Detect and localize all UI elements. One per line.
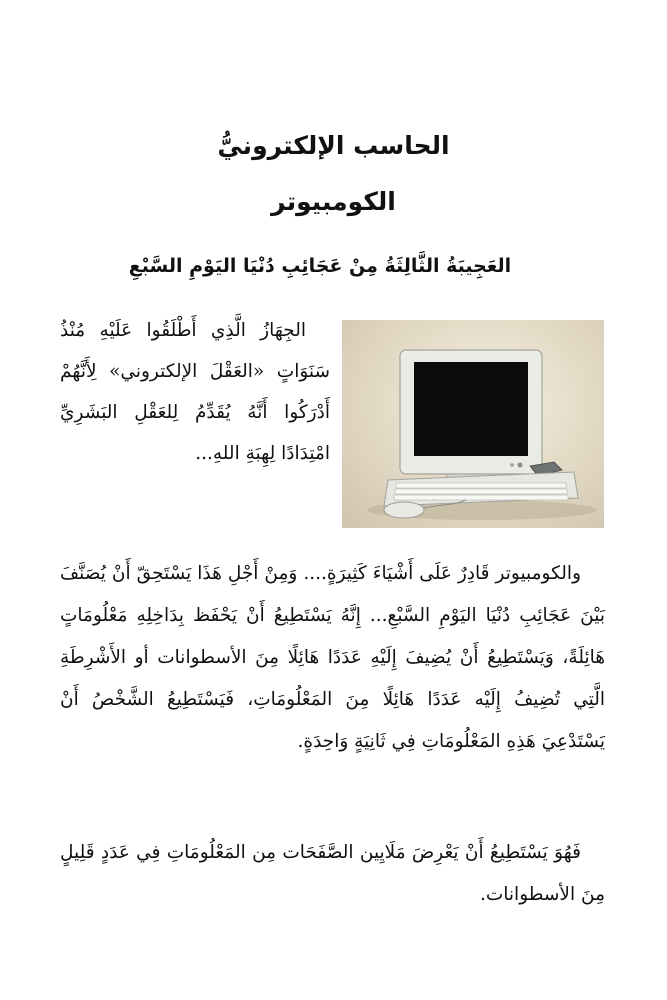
intro-paragraph-text: الجِهَازُ الَّذِي أَطْلَقُوا عَلَيْهِ مُنْذُ سَنَوَاتٍ «العَقْلَ الإلكتروني» لِأَنَّهُمْ أَدْرَكُوا أَنَّهُ يُقَدِّمُ لِلعَقْلِ البَشَرِيِّ امْتِدَادًا لِهِبَةِ اللهِ... [60,320,330,464]
keyboard-keys [394,483,568,500]
mouse [384,502,424,518]
body-paragraph-1 [60,553,605,763]
body-paragraph-1-text: والكومبيوتر قَادِرٌ عَلَى أَشْيَاءَ كَثِيرَةٍ.... وَمِنْ أَجْلِ هَذَا يَسْتَحِقّ أَنْ يُصَنَّفَ بَيْنَ عَجَائِبِ دُنْيَا اليَوْمِ السَّبْعِ... إِنَّهُ يَسْتَطِيعُ أَنْ يَحْفَظ بِدَاخِلِهِ مَعْلُومَاتٍ هَائِلَةً، وَيَسْتَطِيعُ أَنْ يُضِيفَ إِلَيْهِ عَدَدًا هَائِلًا مِنَ الأسطوانات أو الأَشْرِطَةِ الَّتِي تُضِيفُ إِلَيْه عَدَدًا هَائِلًا مِنَ المَعْلُومَاتِ، فَيَسْتَطِيعُ الشَّخْصُ أَنْ يَسْتَدْعِيَ هَذِهِ المَعْلُومَاتِ فِي ثَانِيَةٍ وَاحِدَةٍ. [60,563,605,752]
title-line-2: الكومبيوتر [271,187,396,216]
document-subtitle: العَجِيبَةُ الثَّالِثَةُ مِنْ عَجَائِبِ دُنْيَا اليَوْمِ السَّبْعِ [128,255,512,277]
monitor-screen [414,362,528,456]
computer-illustration [342,320,604,528]
document-title [0,118,667,230]
control-button-icon [510,463,514,467]
computer-photo [342,320,604,528]
title-line-1: الحاسب الإلكترونيُّ [217,131,450,160]
body-paragraph-2 [60,832,605,916]
intro-paragraph [60,310,330,474]
body-paragraph-2-text: فَهُوَ يَسْتَطِيعُ أَنْ يَعْرِضَ مَلَايِين الصَّفَحَات مِن المَعْلُومَاتِ فِي عَدَدٍ قَلِيلٍ مِنَ الأسطوانات. [60,842,605,905]
power-button-icon [518,463,523,468]
